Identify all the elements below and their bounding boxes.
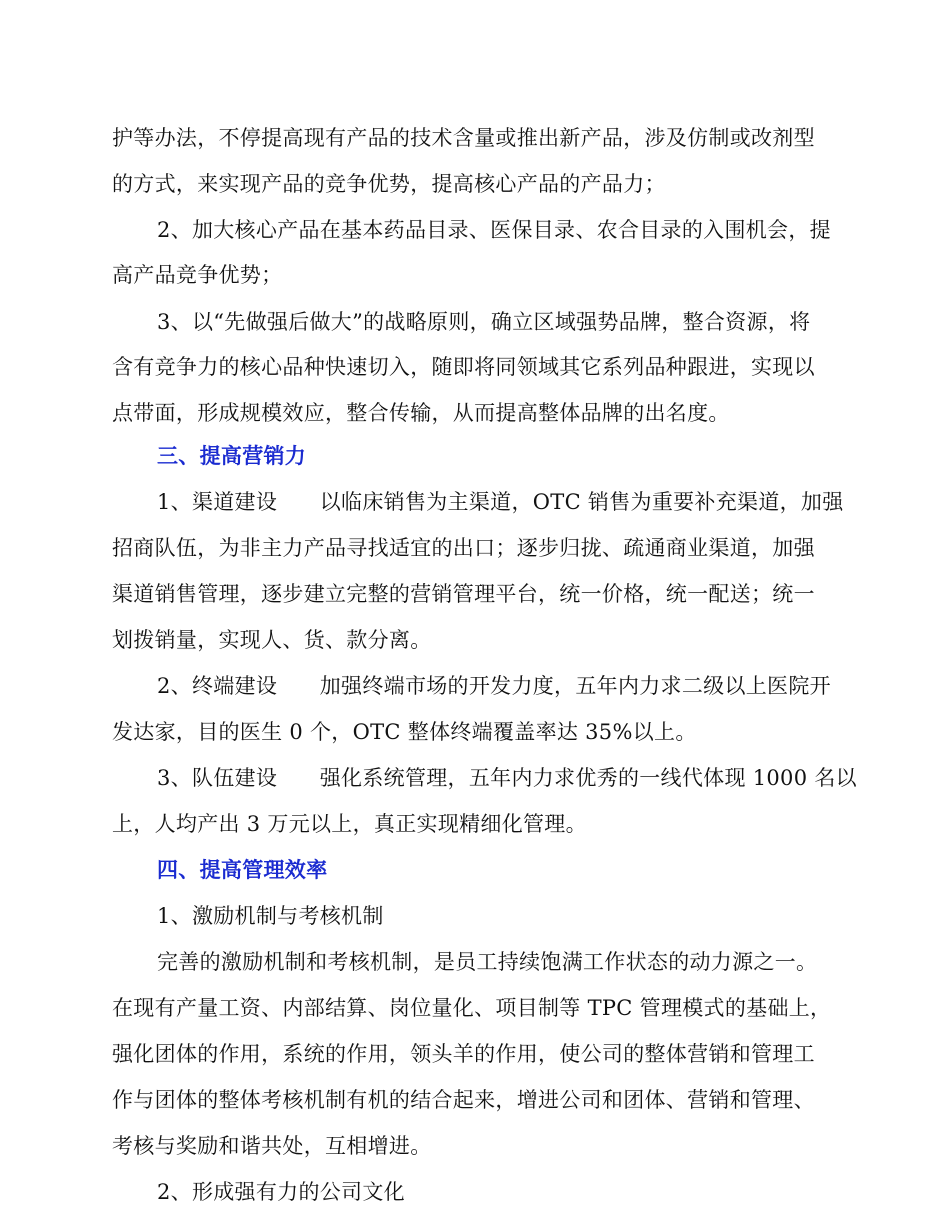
- paragraph-line: 1、渠道建设 以临床销售为主渠道，OTC 销售为重要补充渠道，加强: [157, 490, 844, 514]
- section-heading: 四、提高管理效率: [157, 858, 328, 882]
- paragraph-line: 的方式，来实现产品的竞争优势，提高核心产品的产品力；: [112, 172, 666, 196]
- paragraph-line: 作与团体的整体考核机制有机的结合起来，增进公司和团体、营销和管理、: [112, 1088, 815, 1112]
- paragraph-line: 护等办法，不停提高现有产品的技术含量或推出新产品，涉及仿制或改剂型: [112, 126, 815, 150]
- subheading-line: 1、激励机制与考核机制: [157, 904, 384, 928]
- paragraph-line: 考核与奖励和谐共处，互相增进。: [112, 1134, 432, 1158]
- section-heading: 三、提高营销力: [157, 444, 307, 468]
- paragraph-line: 招商队伍，为非主力产品寻找适宜的出口；逐步归拢、疏通商业渠道，加强: [112, 536, 815, 560]
- subheading-line: 2、形成强有力的公司文化: [157, 1180, 405, 1204]
- paragraph-line: 划拨销量，实现人、货、款分离。: [112, 628, 432, 652]
- paragraph-line: 2、加大核心产品在基本药品目录、医保目录、农合目录的入围机会，提: [157, 218, 831, 242]
- paragraph-line: 在现有产量工资、内部结算、岗位量化、项目制等 TPC 管理模式的基础上，: [112, 996, 832, 1020]
- paragraph-line: 发达家，目的医生 0 个，OTC 整体终端覆盖率达 35%以上。: [112, 720, 697, 744]
- paragraph-line: 高产品竞争优势；: [112, 263, 283, 287]
- paragraph-line: 3、以“先做强后做大”的战略原则，确立区域强势品牌，整合资源，将: [157, 310, 811, 334]
- paragraph-line: 3、队伍建设 强化系统管理，五年内力求优秀的一线代体现 1000 名以: [157, 766, 857, 790]
- paragraph-line: 含有竞争力的核心品种快速切入，随即将同领域其它系列品种跟进，实现以: [112, 355, 815, 379]
- paragraph-line: 完善的激励机制和考核机制，是员工持续饱满工作状态的动力源之一。: [157, 950, 818, 974]
- paragraph-line: 上，人均产出 3 万元以上，真正实现精细化管理。: [112, 812, 587, 836]
- paragraph-line: 2、终端建设 加强终端市场的开发力度，五年内力求二级以上医院开: [157, 674, 831, 698]
- paragraph-line: 强化团体的作用，系统的作用，领头羊的作用，使公司的整体营销和管理工: [112, 1042, 815, 1066]
- paragraph-line: 点带面，形成规模效应，整合传输，从而提高整体品牌的出名度。: [112, 401, 730, 425]
- paragraph-line: 渠道销售管理，逐步建立完整的营销管理平台，统一价格，统一配送；统一: [112, 582, 815, 606]
